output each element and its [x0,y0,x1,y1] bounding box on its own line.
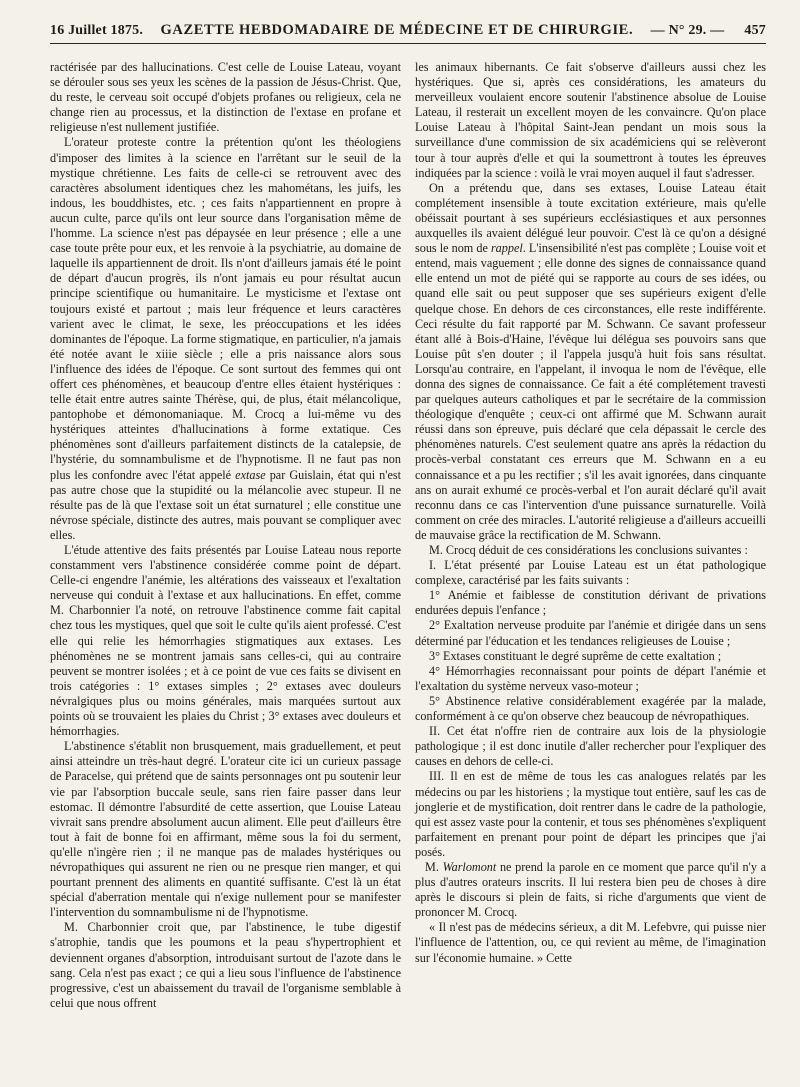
paragraph: L'étude attentive des faits présentés par Louise Lateau nous reporte constamment vers l'abstinence considérée comme point de départ. Celle-ci engendre l'anémie, les altérations des vaisseaux et l'exaltation nerveuse qui conduit à l'extase et aux hallucinations. En effet, comme M. Charbonnier l'a noté, on retrouve l'abstinence comme fait capital chez tous les mystiques, quel que soit le culte qu'ils aient professé. C'est elle qui relie les hémorrhagies stigmatiques aux extases. Les phénomènes ne se montrent jamais sans celles-ci, qui au contraire peuvent se montrer isolées ; et à ce point de vue ces faits se divisent en trois catégories : 1° extases simples ; 2° extases avec douleurs névralgiques plus ou moins générales, mais marquées surtout aux points où se trouvaient les plaies du Christ ; 3° extases avec douleurs et hémorrhagies. [50,543,401,739]
conclusion-item: 2° Exaltation nerveuse produite par l'anémie et dirigée dans un sens déterminé par l'éducation et les tendances religieuses de Louise ; [415,618,766,648]
conclusion-item: 5° Abstinence relative considérablement exagérée par la malade, conformément à ce qu'on observe chez beaucoup de névropathiques. [415,693,766,724]
paragraph: M. Charbonnier croit que, par l'abstinence, le tube digestif s'atrophie, tandis que les poumons et la peau s'hypertrophient et deviennent organes d'absorption, introduisant surtout de l'azote dans le sang. Cela n'est pas exact ; ce qui a lieu sous l'influence de l'abstinence progressive, c'est un abaissement du travail de l'organisme semblable à celui que nous offrent [50,920,401,1010]
paragraph: M. Crocq déduit de ces considérations les conclusions suivantes : [429,543,748,557]
paragraph [50,135,401,543]
paragraph [415,181,766,543]
conclusion-item: 4° Hémorrhagies reconnaissant pour points de départ l'anémie et l'exaltation du système nerveux vaso-moteur ; [415,663,766,693]
paragraph-text: On a prétendu que, dans ses extases, Louise Lateau était complétement insensible à toute excitation extérieure, mais qu'elle obéissait pourtant à ses supérieurs ecclésiastiques et aux personnes auxquelles ils avaient délégué leur pouvoir. C'est là ce qu'on a désigné sous le nom de [415,180,766,256]
paragraph [415,860,766,920]
conclusion-item: III. Il en est de même de tous les cas analogues relatés par les médecins ou par les historiens ; la mystique tout entière, sauf les cas de jonglerie et de mystification, doit rentrer dans le cadre de la pathologie, qui est assez vaste pour la contenir, et tous ses phénomènes s'expliquent parfaitement en prenant pour point de départ les principes que j'ai posés. [415,769,766,859]
header-date: 16 Juillet 1875. [50,23,144,38]
paragraph-text: . L'insensibilité n'est pas complète ; Louise voit et entend, mais vaguement ; elle donne des signes de connaissance quand elle entend un mot de piété qui se rapporte au cours de ses idées, ou quand elle sait ou peut supposer que ses supérieurs exigent d'elle quelque chose. En dehors de ces circonstances, elle reste indifférente. Ceci résulte du fait rapporté par M. Schwann. Ce savant professeur étant allé à Bois-d'Haine, l'évêque lui délégua ses pouvoirs sans que Louise pût s'en douter ; il l'appela jusqu'à huit fois sans résultat. Lorsqu'au contraire, en l'appelant, il invoqua le nom de l'évêque, elle donna des signes de connaissance. Ce fait a été complétement travesti par quelques auteurs catholiques et par le secrétaire de la commission théologique d'enquête ; ceux-ci ont affirmé que M. Schwann aurait réussi dans son épreuve, puis déclaré que cela dépassait le cercle des phénomènes naturels. C'est seulement quatre ans après la rédaction du procès-verbal constatant ces erreurs que M. Schwann en a eu connaissance et a pu les rectifier ; s'il les avait ignorées, dans cinquante ans on aurait exhumé ce procès-verbal et l'on aurait déclaré qu'il avait reconnu dans ce cas l'intervention d'une puissance surnaturelle. Voilà comment on crée des miracles. L'autorité religieuse a d'ailleurs accueilli de mauvaise grâce la rectification de M. Schwann. [415,241,766,542]
emphasis: rappel [490,241,523,256]
header-right [651,23,766,39]
running-header [50,0,766,44]
conclusion-item: II. Cet état n'offre rien de contraire aux lois de la physiologie pathologique ; il est donc inutile d'aller rechercher pour l'expliquer des causes en dehors de celle-ci. [415,724,766,769]
paragraph: ractérisée par des hallucinations. C'est celle de Louise Lateau, voyant se dérouler sous ses yeux les scènes de la passion de Jésus-Christ. Que, du reste, le cerveau soit occupé d'objets profanes ou religieux, cela ne change rien au processus, et la distinction de l'extase en profane et religieuse n'est nullement justifiée. [50,60,401,135]
right-column [415,60,766,1070]
speaker-name: Warlomont [442,859,497,874]
conclusion-item: 1° Anémie et faiblesse de constitution dérivant de privations endurées depuis l'enfance ; [415,588,766,618]
page-number: 457 [744,23,766,38]
emphasis: extase [235,467,266,482]
text-columns [50,60,766,1070]
paragraph: L'abstinence s'établit non brusquement, mais graduellement, et peut ainsi atteindre un très-haut degré. L'orateur cite ici un curieux passage de Paracelse, qui prétend que de saints personnages ont pu soutenir leur vie par l'absorption buccale seule, sans rien faire passer dans leur estomac. Il démontre l'absurdité de cette assertion, que Louise Lateau vivrait sans prendre absolument aucun aliment. Elle peut d'ailleurs être tout à fait de bonne foi en affirmant, même sous la foi du serment, qu'elle n'ingère rien ; il ne manque pas de malades hystériques ou névropathiques qui assurent ne rien ou ne presque rien manger, et qui pourtant prennent des aliments en quantité suffisante. C'est là un état spécial d'aberration mentale qui n'exige nullement pour se manifester l'intervention du somnambulisme ni de l'hypnotisme. [50,739,401,920]
conclusion-item: 3° Extases constituant le degré suprême de cette exaltation ; [429,648,722,663]
paragraph: les animaux hibernants. Ce fait s'observe d'ailleurs aussi chez les hystériques. Que si, après ces considérations, les amateurs du merveilleux voulaient encore soutenir l'abstinence absolue de Louise Lateau, il resterait un excellent moyen de les convaincre. Qu'on place Louise Lateau à l'hôpital Saint-Jean pendant un mois sous la surveillance d'une commission de six académiciens qui se relèveront tour à tour auprès d'elle et qui la soumettront à toutes les épreuves indiquées par la science : voilà le vrai moyen auquel il faut s'adresser. [415,60,766,180]
quotation: « Il n'est pas de médecins sérieux, a dit M. Lefebvre, qui puisse nier l'influence de l'attention, ou, ce qui revient au même, de l'imagination sur l'économie humaine. » Cette [415,920,766,965]
journal-title: GAZETTE HEBDOMADAIRE DE MÉDECINE ET DE CHIRURGIE. [160,22,634,38]
paragraph-text: L'orateur proteste contre la prétention qu'ont les théologiens d'imposer des limites à la science en l'arrêtant sur le seuil de la mystique chrétienne. Les faits de celle-ci se retrouvent avec des caractères absolument identiques chez les mahométans, les juifs, les indous, les bouddhistes, etc. ; ces faits n'appartiennent en propre à aucun culte, parce qu'ils ont leur source dans l'organisation même de l'homme. La science n'est pas dépaysée en leur présence ; elle a une case toute prête pour eux, et les renvoie à la psychiatrie, au domaine de laquelle ils appartiennent de droit. Ils n'ont d'ailleurs jamais été le point de départ d'aucun progrès, ils n'ont jamais eu pour résultat aucun principe scientifique ou humanitaire. Le mysticisme et l'extase ont toujours existé et partout ; mais leur fréquence et leurs caractères varient avec le climat, le sexe, les préoccupations et les idées dominantes de l'époque. La forme stigmatique, en particulier, n'a jamais été notée avant le xiiie siècle ; elle a pris naissance alors sous l'influence des idées de l'époque. Ce sont surtout des femmes qui ont offert ces phénomènes, et beaucoup d'entre elles étaient hystériques : telle était entre autres sainte Thérèse, qui, de plus, était mélancolique, pantophobe et démonomaniaque. M. Crocq a lui-même vu des hystériques atteintes d'hallucinations à forme extatique. Ces phénomènes sont d'ailleurs parfaitement distincts de la catalepsie, de l'hystérie, du somnambulisme et de l'hypnotisme. Il ne faut pas non plus les confondre avec l'état appelé [50,135,401,482]
paragraph-text: M. [425,859,443,874]
left-column [50,60,401,1070]
paragraph-text: ne prend la parole en ce moment que parce qu'il n'y a plus d'autres orateurs inscrits. Il lui restera bien peu de choses à dire après le discours si plein de faits, si riche d'arguments que vient de prononcer M. Crocq. [415,859,766,920]
paragraph-text: par Guislain, état qui n'est pas autre chose que la stupidité ou la mélancolie avec stupeur. Il ne résulte pas de là que l'extase soit un état surnaturel ; elle constitue une névrose spéciale, distincte des autres, mais pouvant se compliquer avec elles. [50,467,401,542]
issue-number: — N° 29. — [650,23,725,38]
conclusion-item: I. L'état présenté par Louise Lateau est un état pathologique complexe, caractérisé par les faits suivants : [415,558,766,588]
